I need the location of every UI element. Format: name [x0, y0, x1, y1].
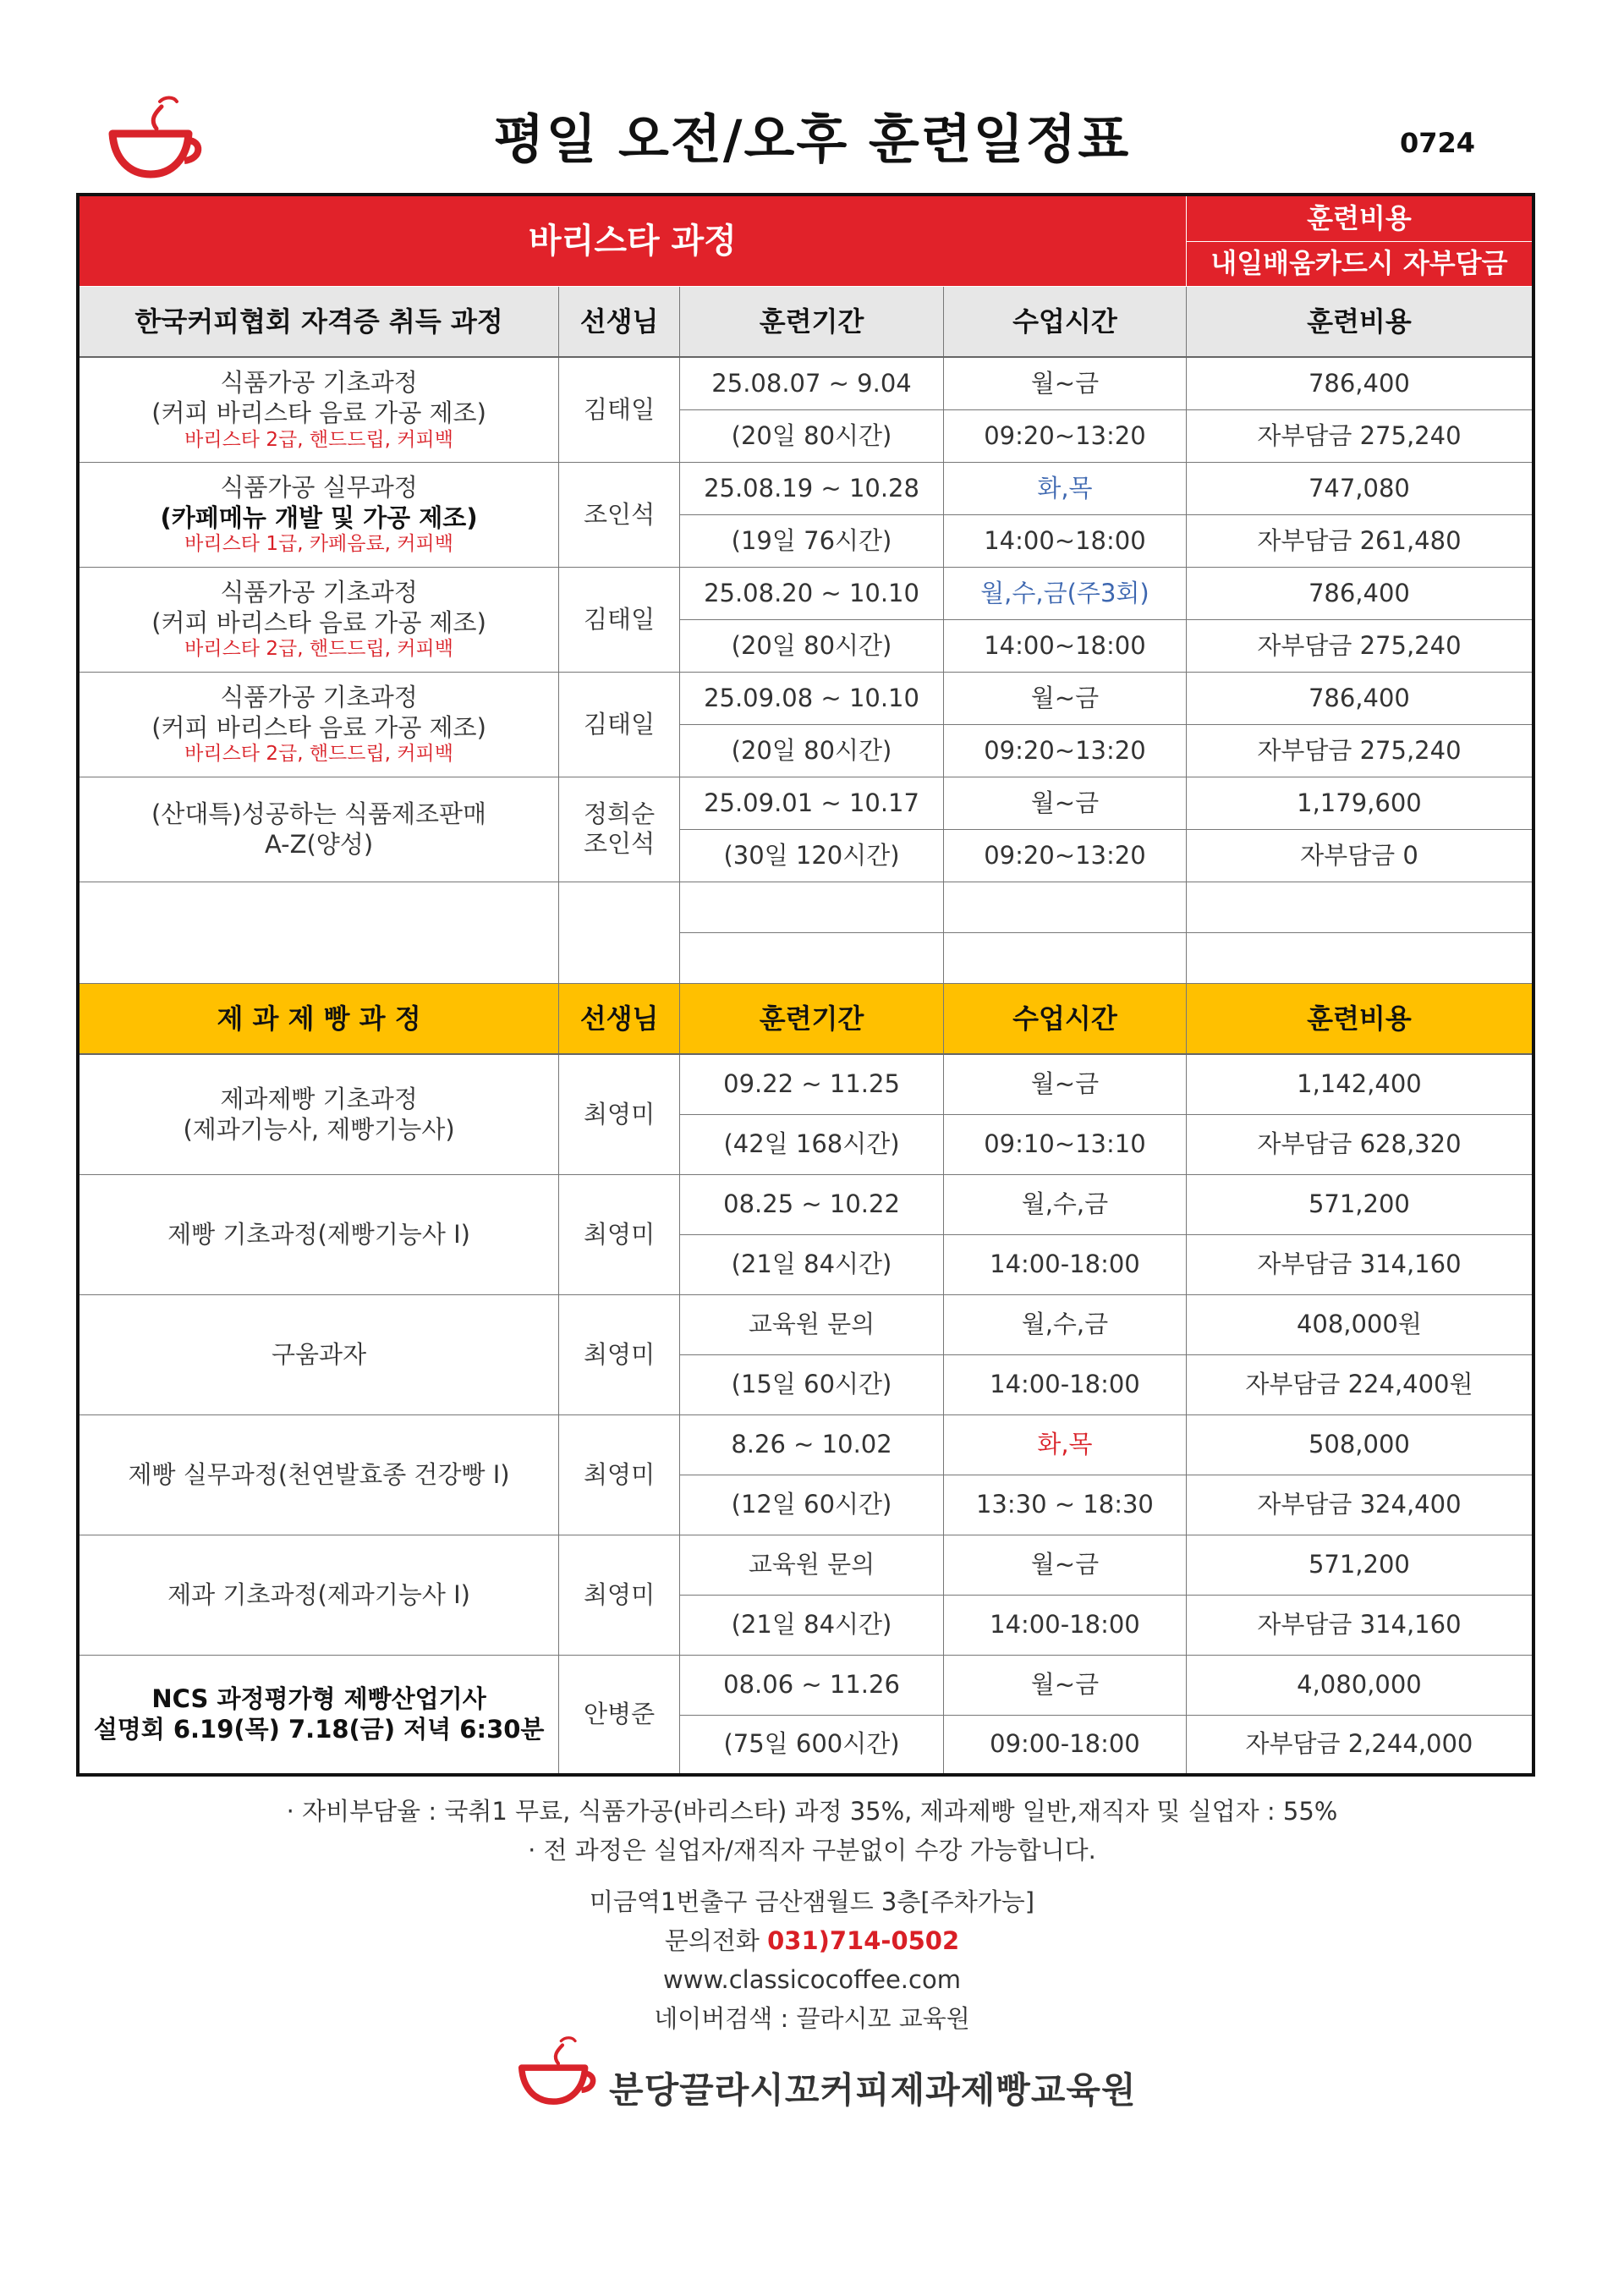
table-row	[78, 462, 1533, 514]
class-days: 월~금	[944, 1655, 1187, 1715]
training-fee: 1,142,400	[1186, 1054, 1533, 1114]
teacher-name-cell	[559, 777, 680, 882]
training-period: 8.26 ~ 10.02	[680, 1414, 944, 1475]
phone-number[interactable]: 031)714-0502	[767, 1926, 960, 1955]
training-period: 25.09.08 ~ 10.10	[680, 672, 944, 724]
teacher-name: 최영미	[559, 1414, 680, 1535]
course-name: 제과제빵 기초과정	[220, 1085, 418, 1113]
training-period: 25.09.01 ~ 10.17	[680, 777, 944, 829]
document-code: 0724	[1400, 127, 1476, 159]
copay-amount: 자부담금 275,240	[1186, 409, 1533, 462]
course-name-cell	[78, 1174, 559, 1294]
training-fee: 4,080,000	[1186, 1655, 1533, 1715]
course-name-cell	[78, 567, 559, 672]
page-header	[0, 0, 1624, 195]
copay-amount: 자부담금 275,240	[1186, 724, 1533, 777]
teacher-name: 안병준	[559, 1655, 680, 1775]
column-header-fee: 훈련비용	[1186, 286, 1533, 357]
teacher-name: 김태일	[559, 672, 680, 777]
course-subtitle: (커피 바리스타 음료 가공 제조)	[151, 608, 486, 638]
course-subtitle: 설명회 6.19(목) 7.18(금) 저녁 6:30분	[93, 1715, 545, 1744]
contact-info	[0, 1882, 1624, 2038]
table-row	[78, 1294, 1533, 1354]
training-duration: (42일 168시간)	[680, 1114, 944, 1174]
copay-amount: 자부담금 224,400원	[1186, 1354, 1533, 1414]
class-time: 09:10~13:10	[944, 1114, 1187, 1174]
table-row	[78, 357, 1533, 409]
class-days: 월~금	[944, 672, 1187, 724]
course-subtitle: (커피 바리스타 음료 가공 제조)	[151, 713, 486, 743]
training-duration: (12일 60시간)	[680, 1475, 944, 1535]
training-duration: (30일 120시간)	[680, 829, 944, 882]
empty-cell	[944, 932, 1187, 983]
course-name-cell	[78, 1535, 559, 1655]
column-header-teacher: 선생님	[559, 286, 680, 357]
column-header-fee: 훈련비용	[1186, 983, 1533, 1054]
table-row	[78, 672, 1533, 724]
class-days: 월~금	[944, 777, 1187, 829]
course-subtitle: (카페메뉴 개발 및 가공 제조)	[160, 503, 478, 533]
class-time: 09:00-18:00	[944, 1715, 1187, 1775]
copay-amount: 자부담금 2,244,000	[1186, 1715, 1533, 1775]
address: 미금역1번출구 금산잼월드 3층[주차가능]	[589, 1887, 1035, 1916]
training-duration: (19일 76시간)	[680, 514, 944, 567]
note-eligibility: · 전 과정은 실업자/재직자 구분없이 수강 가능합니다.	[528, 1836, 1096, 1865]
copay-amount: 자부담금 314,160	[1186, 1234, 1533, 1294]
teacher-name: 최영미	[559, 1294, 680, 1414]
training-period: 25.08.20 ~ 10.10	[680, 567, 944, 619]
training-period: 09.22 ~ 11.25	[680, 1054, 944, 1114]
certificate-info: 바리스타 2급, 핸드드립, 커피백	[184, 428, 453, 451]
training-period: 25.08.07 ~ 9.04	[680, 357, 944, 409]
empty-cell	[559, 882, 680, 983]
course-name: 제빵 실무과정(천연발효종 건강빵 I)	[128, 1459, 510, 1489]
bakery-column-headers	[78, 983, 1533, 1054]
schedule-table	[76, 193, 1535, 1777]
course-subtitle: (커피 바리스타 음료 가공 제조)	[151, 398, 486, 428]
copay-amount: 자부담금 0	[1186, 829, 1533, 882]
course-subtitle: A-Z(양성)	[264, 830, 374, 859]
card-copay-label: 내일배움카드시 자부담금	[1186, 241, 1533, 286]
copay-amount: 자부담금 324,400	[1186, 1475, 1533, 1535]
table-row	[78, 777, 1533, 829]
training-fee: 508,000	[1186, 1414, 1533, 1475]
training-period: 08.06 ~ 11.26	[680, 1655, 944, 1715]
class-time: 14:00-18:00	[944, 1354, 1187, 1414]
class-time: 09:20~13:20	[944, 829, 1187, 882]
training-fee: 786,400	[1186, 567, 1533, 619]
table-row	[78, 1174, 1533, 1234]
course-name: 식품가공 실무과정	[220, 472, 418, 502]
course-name: NCS 과정평가형 제빵산업기사	[151, 1684, 486, 1713]
copay-amount: 자부담금 275,240	[1186, 619, 1533, 672]
column-header-teacher: 선생님	[559, 983, 680, 1054]
empty-cell	[680, 932, 944, 983]
training-duration: (20일 80시간)	[680, 619, 944, 672]
column-header-time: 수업시간	[944, 286, 1187, 357]
training-period: 25.08.19 ~ 10.28	[680, 462, 944, 514]
course-name: 식품가공 기초과정	[220, 577, 418, 607]
coffee-cup-logo-icon	[516, 2035, 601, 2106]
training-duration: (75일 600시간)	[680, 1715, 944, 1775]
naver-search: 네이버검색 : 끌라시꼬 교육원	[654, 2004, 970, 2033]
course-name-cell	[78, 1414, 559, 1535]
class-days: 월,수,금	[944, 1174, 1187, 1234]
course-name: 식품가공 기초과정	[220, 682, 418, 711]
class-time: 09:20~13:20	[944, 409, 1187, 462]
class-days: 월,수,금(주3회)	[944, 567, 1187, 619]
empty-cell	[680, 882, 944, 932]
class-days: 월~금	[944, 1054, 1187, 1114]
table-row	[78, 1535, 1533, 1595]
class-days: 화,목	[944, 1414, 1187, 1475]
class-time: 14:00-18:00	[944, 1234, 1187, 1294]
fee-label: 훈련비용	[1186, 195, 1533, 241]
class-time: 14:00-18:00	[944, 1595, 1187, 1655]
course-name: (산대특)성공하는 식품제조판매	[151, 799, 487, 828]
training-duration: (20일 80시간)	[680, 409, 944, 462]
course-name-cell	[78, 462, 559, 567]
class-time: 14:00~18:00	[944, 514, 1187, 567]
course-name-cell	[78, 357, 559, 462]
organization-name: 분당끌라시꼬커피제과제빵교육원	[609, 2069, 1137, 2111]
training-fee: 1,179,600	[1186, 777, 1533, 829]
training-fee: 571,200	[1186, 1535, 1533, 1595]
training-fee: 571,200	[1186, 1174, 1533, 1234]
training-fee: 786,400	[1186, 357, 1533, 409]
phone-line	[0, 1921, 1624, 1960]
empty-row	[78, 882, 1533, 932]
table-row	[78, 1655, 1533, 1715]
class-time: 14:00~18:00	[944, 619, 1187, 672]
class-time: 09:20~13:20	[944, 724, 1187, 777]
empty-cell	[1186, 882, 1533, 932]
training-fee: 408,000원	[1186, 1294, 1533, 1354]
class-days: 화,목	[944, 462, 1187, 514]
teacher-name: 최영미	[559, 1535, 680, 1655]
column-header-period: 훈련기간	[680, 983, 944, 1054]
teacher-name: 최영미	[559, 1174, 680, 1294]
column-header-time: 수업시간	[944, 983, 1187, 1054]
training-duration: (21일 84시간)	[680, 1595, 944, 1655]
empty-cell	[944, 882, 1187, 932]
teacher-name: 조인석	[559, 462, 680, 567]
teacher-name: 최영미	[559, 1054, 680, 1174]
website-link[interactable]: www.classicocoffee.com	[663, 1965, 961, 1994]
class-days: 월,수,금	[944, 1294, 1187, 1354]
teacher-name: 조인석	[584, 829, 656, 858]
teacher-name: 김태일	[559, 567, 680, 672]
table-row	[78, 567, 1533, 619]
course-name: 식품가공 기초과정	[220, 368, 418, 398]
training-duration: (15일 60시간)	[680, 1354, 944, 1414]
course-name-cell	[78, 1655, 559, 1775]
training-fee: 786,400	[1186, 672, 1533, 724]
phone-label: 문의전화	[664, 1926, 768, 1955]
course-name: 제빵 기초과정(제빵기능사 I)	[167, 1219, 470, 1249]
training-period: 08.25 ~ 10.22	[680, 1174, 944, 1234]
barista-column-headers	[78, 286, 1533, 357]
copay-amount: 자부담금 261,480	[1186, 514, 1533, 567]
table-row	[78, 1414, 1533, 1475]
notes	[0, 1792, 1624, 1870]
course-name-cell	[78, 1294, 559, 1414]
barista-section-title: 바리스타 과정	[78, 195, 1186, 286]
training-duration: (20일 80시간)	[680, 724, 944, 777]
page-title: 평일 오전/오후 훈련일정표	[493, 108, 1131, 170]
empty-cell	[78, 882, 559, 983]
teacher-name: 김태일	[559, 357, 680, 462]
column-header-course: 한국커피협회 자격증 취득 과정	[78, 286, 559, 357]
bakery-section-title: 제 과 제 빵 과 정	[78, 983, 559, 1054]
training-fee: 747,080	[1186, 462, 1533, 514]
copay-amount: 자부담금 628,320	[1186, 1114, 1533, 1174]
course-name: 제과 기초과정(제과기능사 I)	[167, 1579, 470, 1609]
training-period: 교육원 문의	[680, 1535, 944, 1595]
table-row	[78, 1054, 1533, 1114]
column-header-period: 훈련기간	[680, 286, 944, 357]
certificate-info: 바리스타 1급, 카페음료, 커피백	[184, 533, 453, 556]
empty-cell	[1186, 932, 1533, 983]
certificate-info: 바리스타 2급, 핸드드립, 커피백	[184, 743, 453, 766]
training-period: 교육원 문의	[680, 1294, 944, 1354]
note-copay-rate: · 자비부담율 : 국취1 무료, 식품가공(바리스타) 과정 35%, 제과제빵 일반,재직자 및 실업자 : 55%	[286, 1797, 1338, 1826]
certificate-info: 바리스타 2급, 핸드드립, 커피백	[184, 638, 453, 661]
teacher-name: 정희순	[584, 799, 656, 829]
course-name-cell	[78, 777, 559, 882]
course-name-cell	[78, 672, 559, 777]
class-days: 월~금	[944, 357, 1187, 409]
copay-amount: 자부담금 314,160	[1186, 1595, 1533, 1655]
course-name-cell	[78, 1054, 559, 1174]
class-time: 13:30 ~ 18:30	[944, 1475, 1187, 1535]
class-days: 월~금	[944, 1535, 1187, 1595]
training-duration: (21일 84시간)	[680, 1234, 944, 1294]
course-subtitle: (제과기능사, 제빵기능사)	[183, 1115, 455, 1145]
course-name: 구움과자	[272, 1339, 367, 1369]
